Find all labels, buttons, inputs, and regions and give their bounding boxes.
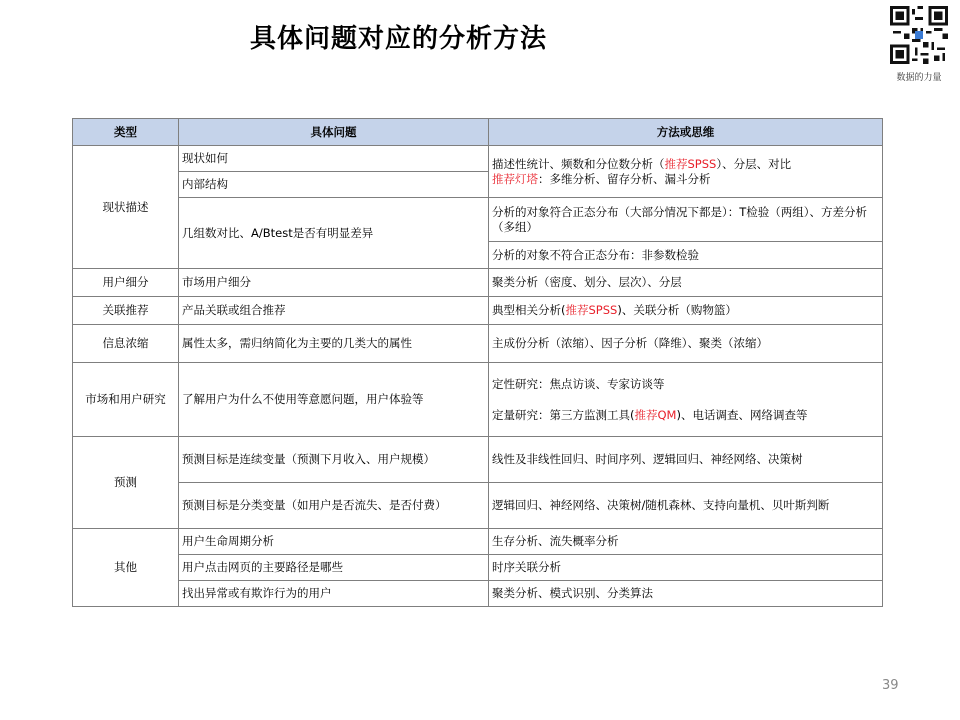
method-cell: 聚类分析（密度、划分、层次）、分层 [489,269,883,297]
method-cell: 主成份分析（浓缩）、因子分析（降维）、聚类（浓缩） [489,325,883,363]
problem-cell: 内部结构 [179,172,489,198]
type-cell: 用户细分 [73,269,179,297]
table-row [73,146,883,172]
type-cell: 信息浓缩 [73,325,179,363]
problem-cell: 市场用户细分 [179,269,489,297]
problem-cell: 预测目标是连续变量（预测下月收入、用户规模） [179,437,489,483]
table-row [73,529,883,555]
recommend-highlight: 推荐SPSS [664,156,717,171]
header-method: 方法或思维 [489,119,883,146]
analysis-methods-table [72,118,883,607]
table-row [73,437,883,483]
table-row [73,198,883,242]
method-cell: 逻辑回归、神经网络、决策树/随机森林、支持向量机、贝叶斯判断 [489,483,883,529]
method-cell: 聚类分析、模式识别、分类算法 [489,581,883,607]
method-cell: 分析的对象符合正态分布（大部分情况下都是）：T检验（两组）、方差分析（多组） [489,198,883,242]
problem-cell: 几组数对比、A/Btest是否有明显差异 [179,198,489,269]
recommend-highlight: 推荐灯塔 [492,171,538,186]
problem-cell: 属性太多，需归纳简化为主要的几类大的属性 [179,325,489,363]
method-cell: 线性及非线性回归、时间序列、逻辑回归、神经网络、决策树 [489,437,883,483]
qr-code-icon [890,6,948,64]
table-row [73,483,883,529]
problem-cell: 产品关联或组合推荐 [179,297,489,325]
page-title: 具体问题对应的分析方法 [250,24,548,54]
method-cell: 分析的对象不符合正态分布：非参数检验 [489,242,883,269]
recommend-highlight: 推荐QM [634,407,677,422]
type-cell: 现状描述 [73,146,179,269]
problem-cell: 现状如何 [179,146,489,172]
problem-cell: 用户生命周期分析 [179,529,489,555]
page-number: 39 [882,678,899,693]
method-cell: 定性研究：焦点访谈、专家访谈等 定量研究：第三方监测工具(推荐QM)、电话调查、网络调查等 [489,363,883,437]
type-cell: 预测 [73,437,179,529]
type-cell: 关联推荐 [73,297,179,325]
type-cell: 市场和用户研究 [73,363,179,437]
problem-cell: 用户点击网页的主要路径是哪些 [179,555,489,581]
type-cell: 其他 [73,529,179,607]
method-cell: 典型相关分析(推荐SPSS)、关联分析（购物篮） [489,297,883,325]
problem-cell: 了解用户为什么不使用等意愿问题，用户体验等 [179,363,489,437]
method-cell: 生存分析、流失概率分析 [489,529,883,555]
problem-cell: 找出异常或有欺诈行为的用户 [179,581,489,607]
header-problem: 具体问题 [179,119,489,146]
recommend-highlight: 推荐SPSS [565,303,618,317]
table-row [73,555,883,581]
method-cell: 描述性统计、频数和分位数分析（推荐SPSS）、分层、对比 推荐灯塔：多维分析、留存分析、漏斗分析 [489,146,883,198]
problem-cell: 预测目标是分类变量（如用户是否流失、是否付费） [179,483,489,529]
header-type: 类型 [73,119,179,146]
table-row [73,269,883,297]
table-row [73,363,883,437]
table-row [73,581,883,607]
table-row [73,325,883,363]
qr-caption: 数据的力量 [896,73,942,83]
method-cell: 时序关联分析 [489,555,883,581]
table-row [73,297,883,325]
header-row [73,119,883,146]
